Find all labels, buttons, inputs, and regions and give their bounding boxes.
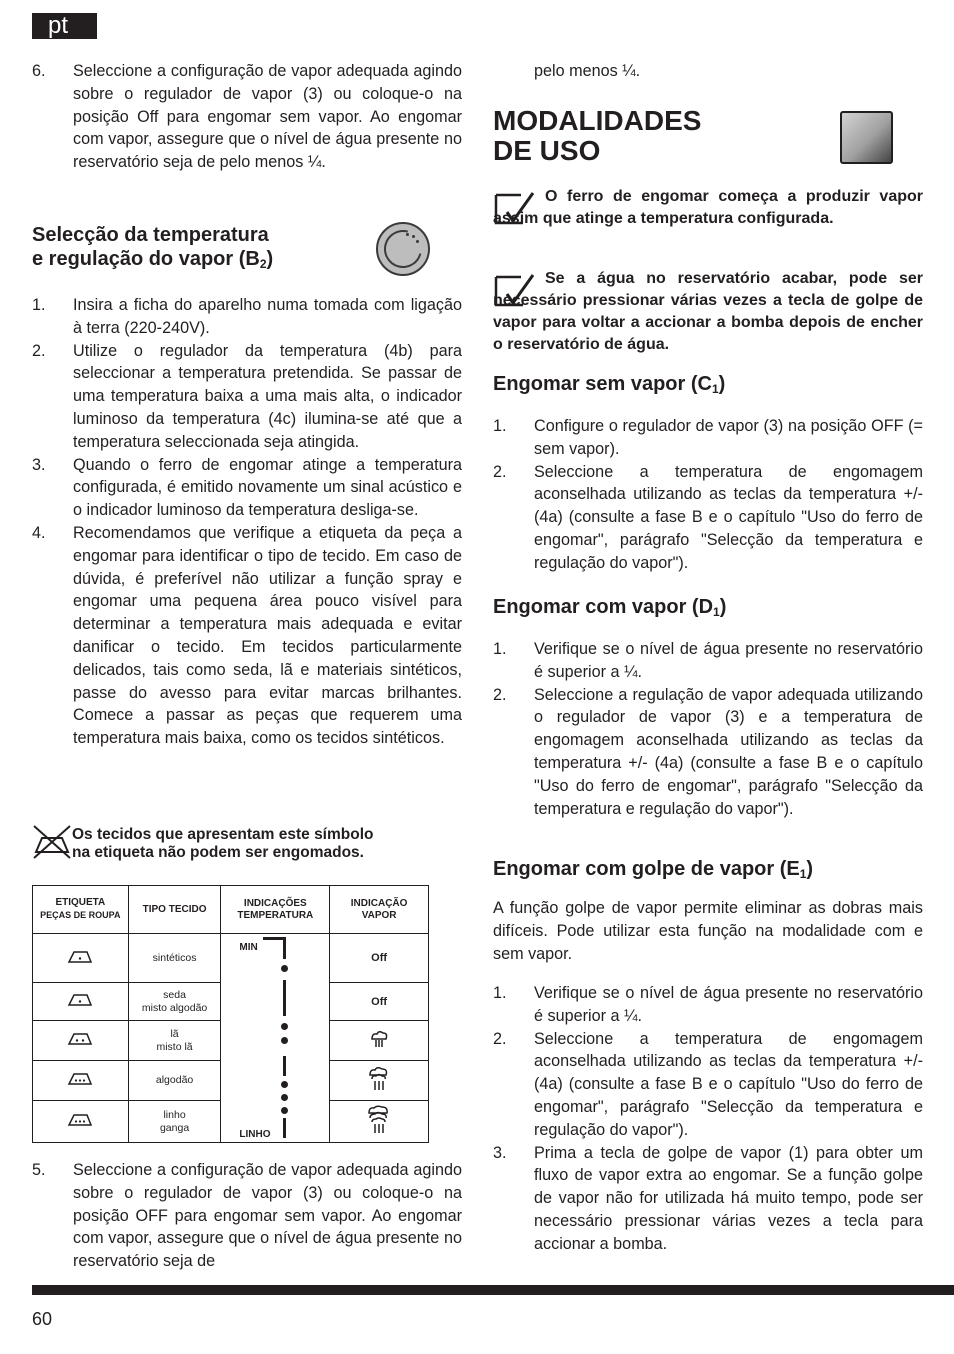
- iron-1dot-icon: [33, 934, 129, 983]
- section-b-title: Selecção da temperatura e regulação do vapor $(B_2)$: [32, 224, 274, 271]
- table-row: [33, 934, 429, 983]
- steam-cell: Off: [330, 934, 429, 983]
- list-item: 2. Seleccione a temperatura de engomagem aconselhada utilizando as teclas da temperatura +/- (4a) (consulte a fase B e o capítulo "Uso do ferro de engomar", parágrafo "Selecção da temperatura e regulação do vapor").: [493, 462, 923, 572]
- step5-list: [32, 1159, 462, 1273]
- list-item: 1. Insira a ficha do aparelho numa tomada com ligação à terra (220-240V).: [32, 296, 462, 337]
- iron-3dot-icon: [33, 1061, 129, 1101]
- list-item: 1. Verifique se o nível de água presente no reservatório é superior a ¼.: [493, 640, 923, 681]
- fabric-cell: linho ganga: [128, 1101, 221, 1143]
- iron-1dot-icon: [33, 983, 129, 1021]
- fabric-cell: algodão: [128, 1061, 221, 1101]
- list-item: 2. Seleccione a temperatura de engomagem aconselhada utilizando as teclas da temperatura +/- (4a) (consulte a fase B e o capítulo "Uso do ferro de engomar", parágrafo "Selecção da temperatura e regulação do vapor").: [493, 1029, 923, 1139]
- continued-text: pelo menos ¼.: [534, 62, 641, 80]
- list-item: 6. Seleccione a configuração de vapor adequada agindo sobre o regulador de vapor (3) ou coloque-o na posição Off para engomar sem vapor. Ao engomar com vapor, assegure que o nível de água presente no reservatório seja de pelo menos ¼.: [32, 62, 462, 172]
- steam-low-icon: [330, 1021, 429, 1061]
- list-item: 2. Seleccione a regulação de vapor adequada utilizando o regulador de vapor (3) e a temperatura de engomagem aconselhada utilizando as teclas da temperatura +/- (4a) (consulte a fase B e o capítulo "Uso do ferro de engomar", parágrafo "Selecção da temperatura e regulação do vapor").: [493, 685, 923, 818]
- section-d-steps: [493, 638, 923, 820]
- section-c-steps: [493, 415, 923, 575]
- scale-max-label: LINHO: [239, 1129, 271, 1140]
- list-item: 3. Prima a tecla de golpe de vapor (1) para obter um fluxo de vapor extra ao engomar. Se a função golpe de vapor não for utilizada há muito tempo, pode ser necessário pressionar várias vezes a tecla para accionar a bomba.: [493, 1143, 923, 1253]
- temperature-dial-icon: [376, 222, 430, 276]
- steam-cell: Off: [330, 983, 429, 1021]
- fabric-table: [32, 885, 429, 1143]
- list-item: 1. Verifique se o nível de água presente no reservatório é superior a ¼.: [493, 984, 923, 1025]
- steam-medium-icon: [330, 1061, 429, 1101]
- section-e-steps: [493, 982, 923, 1256]
- language-tab: pt: [32, 13, 97, 39]
- no-iron-icon: [32, 824, 72, 860]
- section-d-title: Engomar com vapor $(D_1)$: [493, 596, 727, 619]
- list-item: 1. Configure o regulador de vapor (3) na posição OFF (= sem vapor).: [493, 417, 923, 458]
- header-fabric: TIPO TECIDO: [128, 886, 221, 934]
- fabric-cell: seda misto algodão: [128, 983, 221, 1021]
- iron-3dot-icon: [33, 1101, 129, 1143]
- list-item: 4. Recomendamos que verifique a etiqueta da peça a engomar para identificar o tipo de tecido. Em caso de dúvida, é preferível não utilizar a função spray e engomar uma pequena área pouco visível para determinar a temperatura mais adequada e evitar danificar o tecido. Em tecidos particularmente delicados, tais como seda, lã e materiais sintéticos, passe do avesso para evitar marcas brilhantes. Comece a passar as peças que requerem uma temperatura mais baixa, como os tecidos sintéticos.: [32, 523, 462, 748]
- section-title: MODALIDADES DE USO: [493, 105, 702, 166]
- fabric-cell: sintéticos: [128, 934, 221, 983]
- note-1: O ferro de engomar começa a produzir vapor assim que atinge a temperatura configurada.: [493, 188, 923, 227]
- steam-high-icon: [330, 1101, 429, 1143]
- section-e-title: Engomar com golpe de vapor $(E_1)$: [493, 858, 814, 881]
- header-label: ETIQUETA PEÇAS DE ROUPA: [33, 886, 129, 934]
- section-e-intro: A função golpe de vapor permite eliminar as dobras mais difíceis. Pode utilizar esta função na modalidade com e sem vapor.: [493, 899, 923, 963]
- list-item: 2. Utilize o regulador da temperatura (4b) para seleccionar a temperatura pretendida. Se passar de uma temperatura baixa a uma mais alta, o indicador luminoso da temperatura (4c) ilumina-se até que a temperatura seleccionada seja atingida.: [32, 341, 462, 451]
- temperature-scale: [221, 934, 330, 1143]
- section-color-box: [840, 111, 893, 164]
- fabric-cell: lã misto lã: [128, 1021, 221, 1061]
- page-number: 60: [32, 1309, 53, 1329]
- intro-step-list: [32, 60, 462, 174]
- note-2: Se a água no reservatório acabar, pode ser necessário pressionar várias vezes a tecla de golpe de vapor para voltar a accionar a bomba depois de encher o reservatório de água.: [493, 270, 923, 353]
- header-temperature: INDICAÇÕES TEMPERATURA: [221, 886, 330, 934]
- section-c-title: Engomar sem vapor $(C_1)$: [493, 373, 726, 396]
- footer-bar: [32, 1285, 954, 1295]
- iron-2dot-icon: [33, 1021, 129, 1061]
- section-b-steps: [32, 294, 462, 750]
- list-item: 3. Quando o ferro de engomar atinge a temperatura configurada, é emitido novamente um sinal acústico e o indicador luminoso da temperatura desliga-se.: [32, 455, 462, 520]
- scale-min-label: MIN: [239, 942, 258, 953]
- list-item: 5. Seleccione a configuração de vapor adequada agindo sobre o regulador de vapor (3) ou coloque-o na posição OFF para engomar sem vapor. Ao engomar com vapor, assegure que o nível de água presente no reservatório seja de: [32, 1161, 462, 1271]
- no-iron-warning: Os tecidos que apresentam este símbolo na etiqueta não podem ser engomados.: [72, 826, 374, 861]
- header-steam: INDICAÇÃO VAPOR: [330, 886, 429, 934]
